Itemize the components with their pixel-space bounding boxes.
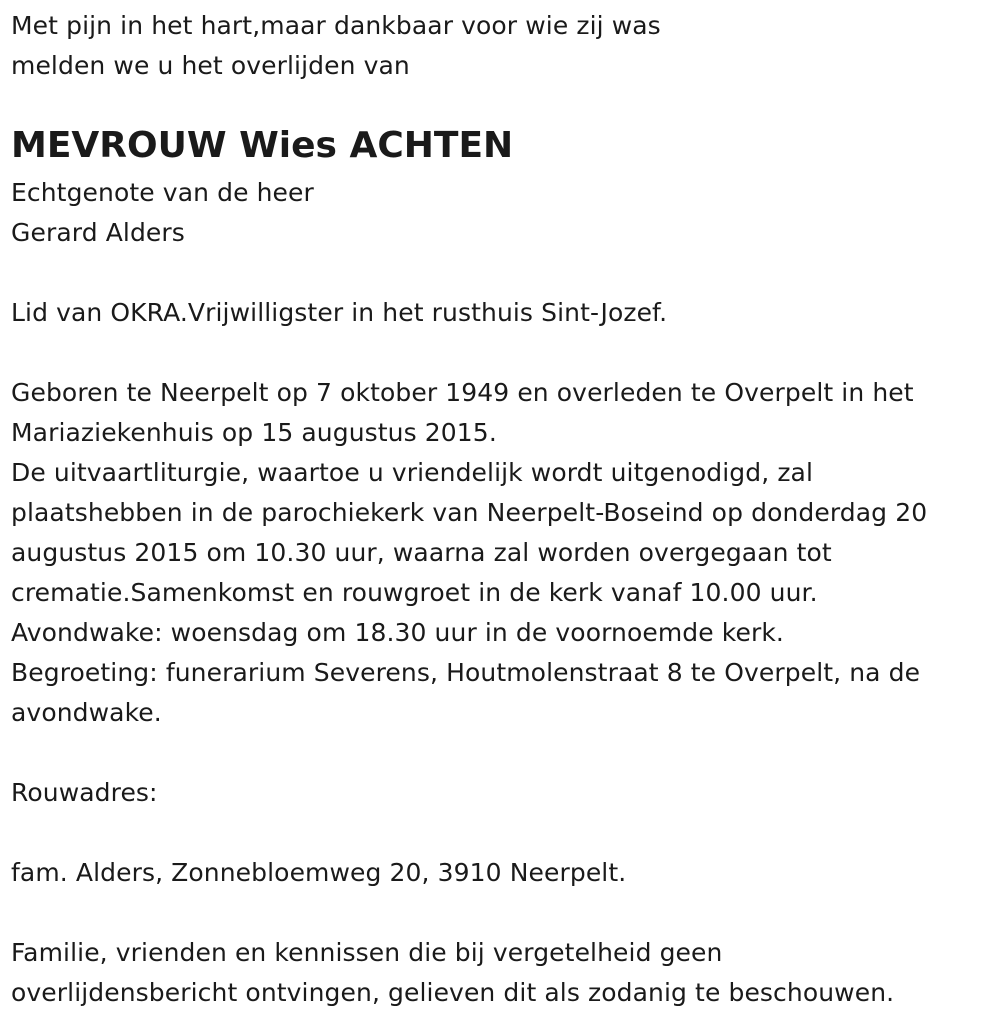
details-line-9: avondwake. [11,698,162,727]
membership-text: Lid van OKRA.Vrijwilligster in het rusthuis Sint-Jozef. [11,298,668,327]
closing-line-2: overlijdensbericht ontvingen, gelieven dit als zodanig te beschouwen. [11,978,895,1007]
intro-line-1: Met pijn in het hart,maar dankbaar voor wie zij was [11,11,661,40]
intro-line-2: melden we u het overlijden van [11,51,410,80]
closing-line-1: Familie, vrienden en kennissen die bij vergetelheid geen [11,938,723,967]
spouse-line-2: Gerard Alders [11,218,185,247]
details-line-2: Mariaziekenhuis op 15 augustus 2015. [11,418,497,447]
details-line-7: Avondwake: woensdag om 18.30 uur in de voornoemde kerk. [11,618,784,647]
mourning-address: fam. Alders, Zonnebloemweg 20, 3910 Neerpelt. [11,858,627,887]
details-line-1: Geboren te Neerpelt op 7 oktober 1949 en overleden te Overpelt in het [11,378,914,407]
details-line-4: plaatshebben in de parochiekerk van Neerpelt-Boseind op donderdag 20 [11,498,928,527]
details-line-6: crematie.Samenkomst en rouwgroet in de kerk vanaf 10.00 uur. [11,578,818,607]
details-line-8: Begroeting: funerarium Severens, Houtmolenstraat 8 te Overpelt, na de [11,658,921,687]
details-line-5: augustus 2015 om 10.30 uur, waarna zal worden overgegaan tot [11,538,832,567]
details-line-3: De uitvaartliturgie, waartoe u vriendelijk wordt uitgenodigd, zal [11,458,814,487]
address-label: Rouwadres: [11,778,158,807]
deceased-name: MEVROUW Wies ACHTEN [11,125,514,166]
spouse-line-1: Echtgenote van de heer [11,178,314,207]
